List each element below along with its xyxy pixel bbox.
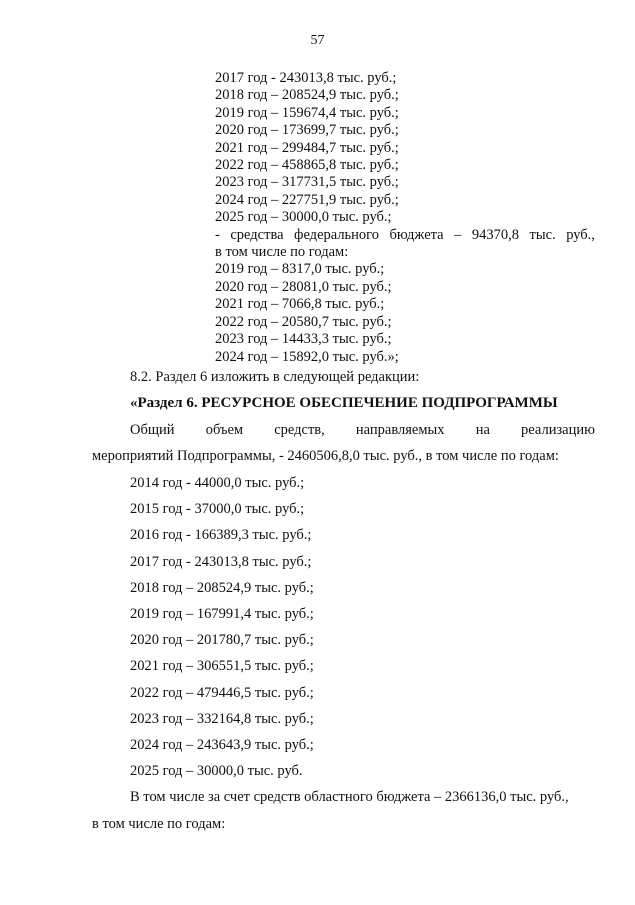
federal-budget-tail: в том числе по годам: (215, 244, 349, 261)
year-lines-after (215, 261, 595, 365)
year-line: 2021 год – 299484,7 тыс. руб.; (215, 139, 399, 156)
word: реализацию (521, 422, 595, 438)
word: бюджета (389, 226, 444, 243)
year-list-item: 2017 год - 243013,8 тыс. руб.; (130, 553, 312, 570)
year-line: 2018 год – 208524,9 тыс. руб.; (215, 87, 399, 104)
year-line: 2022 год – 20580,7 тыс. руб.; (215, 313, 392, 330)
year-list-item: 2022 год – 479446,5 тыс. руб.; (130, 684, 314, 701)
total-by-year-list (130, 474, 314, 788)
year-line: 2022 год – 458865,8 тыс. руб.; (215, 157, 399, 174)
year-list-item: 2019 год – 167991,4 тыс. руб.; (130, 605, 314, 622)
word: направляемых (355, 422, 445, 438)
year-line: 2020 год – 28081,0 тыс. руб.; (215, 278, 392, 295)
word: средства (230, 226, 284, 243)
year-line: 2023 год – 317731,5 тыс. руб.; (215, 174, 399, 191)
word: федерального (294, 226, 380, 243)
year-line: 2024 год – 227751,9 тыс. руб.; (215, 191, 399, 208)
regional-budget-line1: В том числе за счет средств областного бюджета – 2366136,0 тыс. руб., (130, 789, 569, 805)
word: на (475, 422, 490, 438)
section-instruction: 8.2. Раздел 6 изложить в следующей редакции: (130, 369, 420, 385)
word: – (454, 226, 462, 243)
year-list-item: 2014 год - 44000,0 тыс. руб.; (130, 475, 305, 491)
word: - (215, 226, 220, 243)
year-list-item: 2025 год – 30000,0 тыс. руб. (130, 763, 303, 780)
year-list-item: 2021 год – 306551,5 тыс. руб.; (130, 658, 314, 675)
word: объем (205, 422, 244, 438)
regional-budget-line2: в том числе по годам: (92, 816, 226, 832)
funding-continuation-block (215, 70, 595, 366)
year-line: 2021 год – 7066,8 тыс. руб.; (215, 296, 385, 313)
word: 94370,8 (471, 226, 520, 243)
year-line: 2023 год – 14433,3 тыс. руб.; (215, 331, 392, 348)
word: руб., (566, 226, 595, 243)
year-line: 2024 год – 15892,0 тыс. руб.»; (215, 348, 399, 365)
page-number: 57 (310, 33, 325, 48)
year-list-item: 2016 год - 166389,3 тыс. руб.; (130, 527, 312, 544)
word: средств, (274, 422, 325, 438)
word: тыс. (529, 226, 556, 243)
year-lines-before (215, 70, 595, 227)
intro-paragraph-line2: мероприятий Подпрограммы, - 2460506,8,0 тыс. руб., в том числе по годам: (92, 448, 559, 464)
year-list-item: 2015 год - 37000,0 тыс. руб.; (130, 501, 305, 518)
year-line: 2017 год - 243013,8 тыс. руб.; (215, 70, 397, 86)
year-list-item: 2018 год – 208524,9 тыс. руб.; (130, 579, 314, 596)
section-heading: «Раздел 6. РЕСУРСНОЕ ОБЕСПЕЧЕНИЕ ПОДПРОГРАММЫ (130, 395, 558, 411)
year-list-item: 2023 год – 332164,8 тыс. руб.; (130, 710, 314, 727)
word: Общий (130, 422, 175, 438)
year-line: 2019 год – 8317,0 тыс. руб.; (215, 261, 385, 278)
year-line: 2019 год – 159674,4 тыс. руб.; (215, 104, 399, 121)
federal-budget-line (215, 227, 595, 244)
year-list-item: 2020 год – 201780,7 тыс. руб.; (130, 632, 314, 649)
year-line: 2020 год – 173699,7 тыс. руб.; (215, 122, 399, 139)
year-line: 2025 год – 30000,0 тыс. руб.; (215, 209, 392, 226)
intro-paragraph-line1 (130, 422, 595, 439)
year-list-item: 2024 год – 243643,9 тыс. руб.; (130, 736, 314, 753)
